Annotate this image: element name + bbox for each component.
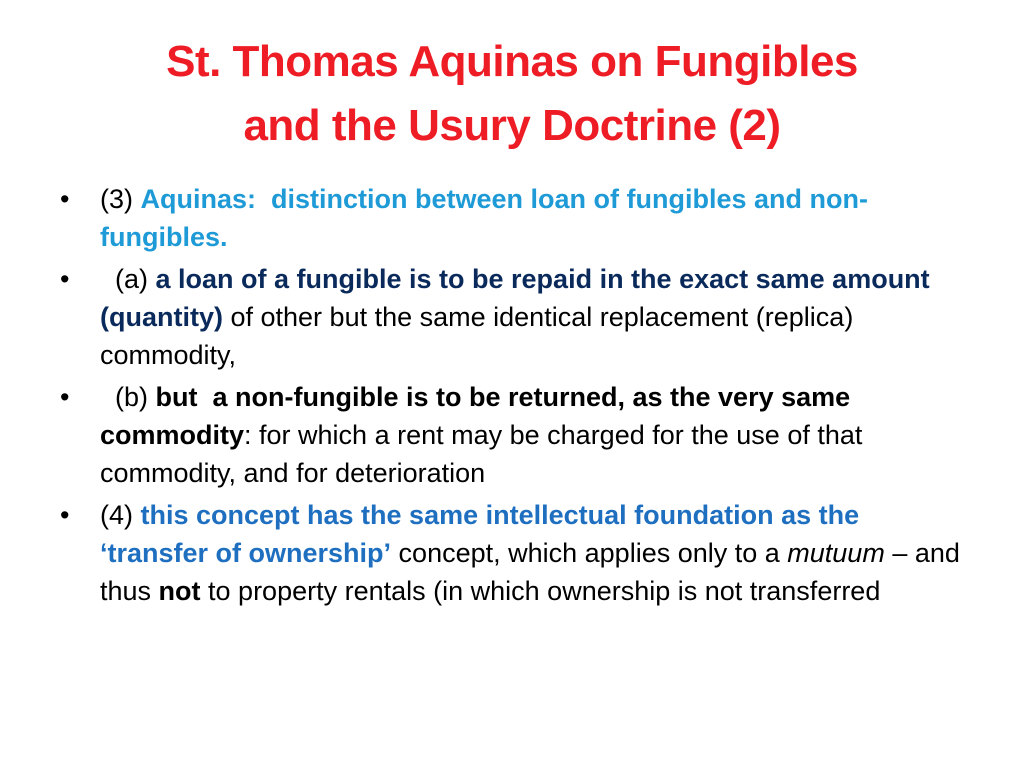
bullet-dot-icon: • <box>60 382 70 412</box>
bullet-dot-icon: • <box>60 184 70 214</box>
bullet-prefix: (3) <box>100 184 141 214</box>
bullet-list <box>60 180 960 614</box>
bullet-term: Aquinas: <box>140 184 257 214</box>
bullet-bold-text: but a non-fungible is to be returned, as the very same commodity <box>100 382 858 450</box>
bullet-bold-text: a loan of a fungible is to be repaid in the exact same amount (quantity) <box>100 264 930 332</box>
bullet-bold-text: this concept has the same intellectual foundation as the ‘transfer of ownership’ <box>100 500 860 568</box>
bullet-item-3 <box>60 180 960 256</box>
bullet-item-a <box>60 260 960 374</box>
bullet-prefix: (4) <box>100 500 141 530</box>
bullet-item-b <box>60 378 960 492</box>
bullet-dot-icon: • <box>60 500 70 530</box>
bullet-text: of other but the same identical replacement (replica) commodity, <box>100 302 854 370</box>
bullet-strong-word: not <box>158 576 201 606</box>
slide-title-line-2: and the Usury Doctrine (2) <box>243 101 781 150</box>
bullet-text: distinction between loan of fungibles and non-fungibles. <box>100 184 869 252</box>
bullet-dot-icon: • <box>60 264 70 294</box>
slide-title-line-1: St. Thomas Aquinas on Fungibles <box>166 37 858 86</box>
bullet-text: to property rentals (in which ownership is not transferred <box>200 576 881 606</box>
bullet-italic-term: mutuum <box>787 538 885 568</box>
bullet-prefix: (a) <box>100 264 156 294</box>
slide-title <box>40 30 984 158</box>
bullet-item-4 <box>60 496 960 610</box>
bullet-text: concept, which applies only to a <box>391 538 788 568</box>
bullet-text: : for which a rent may be charged for the use of that commodity, and for deterioration <box>100 420 863 488</box>
bullet-prefix: (b) <box>100 382 156 412</box>
bullet-text: – and thus <box>100 538 960 606</box>
bullet-gap <box>256 184 271 214</box>
